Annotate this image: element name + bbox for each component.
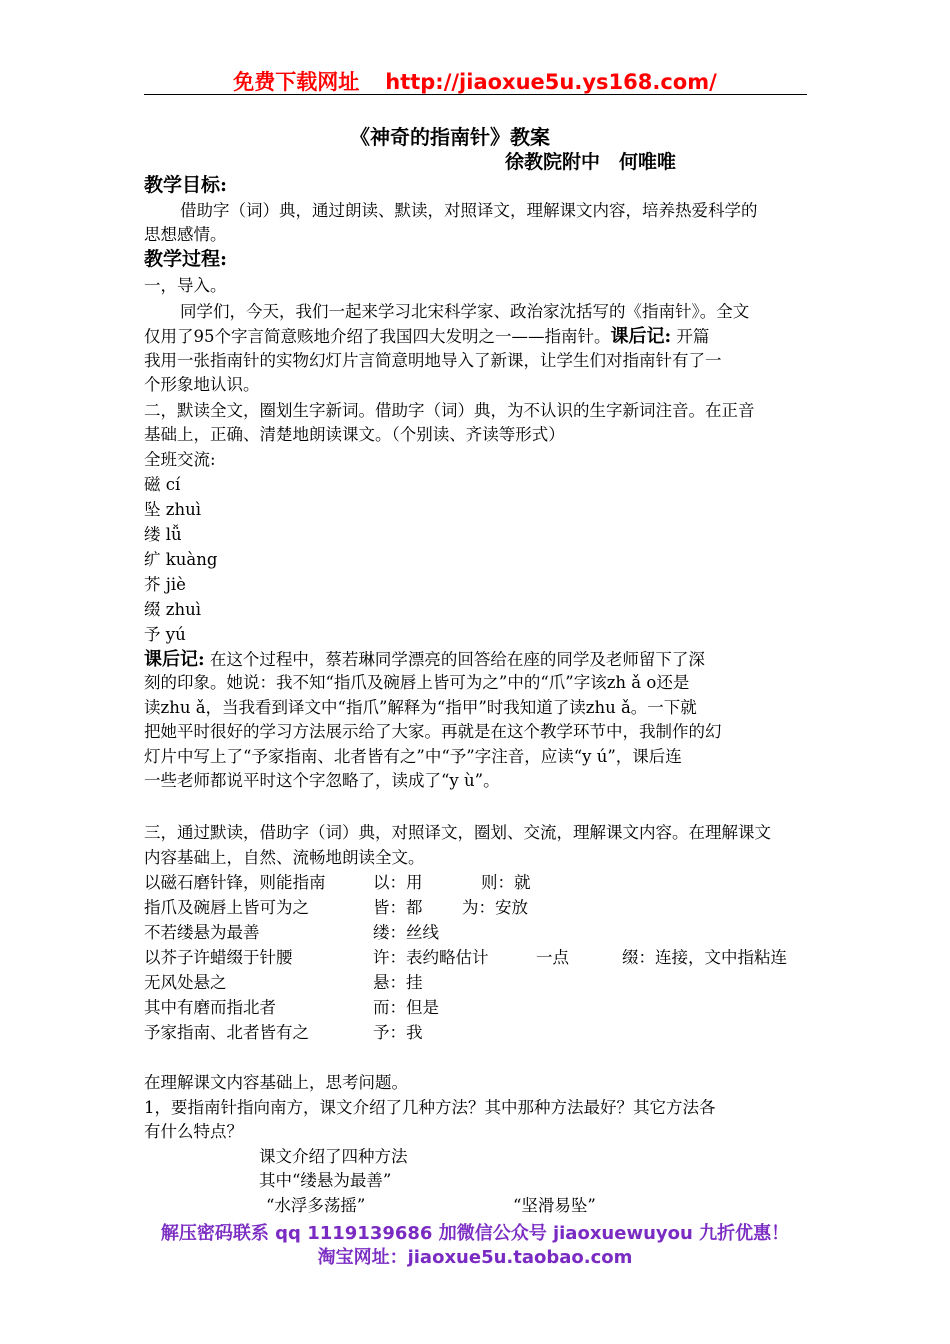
question-1-line-2: 有什么特点？ (144, 1122, 243, 1141)
char-item: 磁 cí (144, 475, 181, 494)
step1-line-2a: 仅用了95个字言简意赅地介绍了我国四大发明之一——指南针。 (144, 327, 611, 346)
step2-note-line-2: 刻的印象。她说：我不知“指爪及碗唇上皆可为之”中的“爪”字该zh ǎ o还是 (144, 673, 690, 692)
process-heading: 教学过程: (144, 248, 228, 270)
vocab-sentence: 指爪及碗唇上皆可为之 (144, 898, 309, 917)
step1-line-3: 我用一张指南针的实物幻灯片言简意明地导入了新课，让学生们对指南针有了一 (144, 351, 722, 370)
char-item: 予 yú (144, 625, 186, 644)
vocab-sentence: 予家指南、北者皆有之 (144, 1023, 309, 1042)
objectives-heading: 教学目标: (144, 174, 228, 196)
answer-line-2: 其中“缕悬为最善” (259, 1171, 392, 1190)
footer-contact: 解压密码联系 qq 1119139686 加微信公众号 jiaoxuewuyou 九折优惠！ (160, 1223, 790, 1244)
objectives-line-1: 借助字（词）典，通过朗读、默读，对照译文，理解课文内容，培养热爱科学的 (180, 201, 758, 220)
header-url[interactable]: http://jiaoxue5u.ys168.com/ (385, 70, 717, 94)
header-label: 免费下载网址 (233, 70, 360, 94)
step1-line-1: 同学们，今天，我们一起来学习北宋科学家、政治家沈括写的《指南针》。全文 (180, 302, 750, 321)
step2-note-label: 课后记: (144, 649, 205, 670)
vocab-sentence: 无风处悬之 (144, 973, 227, 992)
answer-line-3a: “水浮多荡摇” (266, 1196, 366, 1215)
vocab-gloss: 许：表约略估计 (373, 948, 489, 967)
step1-note-label: 课后记: (610, 326, 672, 347)
vocab-gloss: 而：但是 (373, 998, 439, 1017)
document-title: 《神奇的指南针》教案 (350, 125, 550, 149)
vocab-sentence: 不若缕悬为最善 (144, 923, 260, 942)
objectives-line-2: 思想感情。 (144, 225, 227, 244)
vocab-gloss: 为：安放 (462, 898, 528, 917)
char-item: 纩 kuàng (144, 550, 218, 569)
step2-line-1: 二，默读全文，圈划生字新词。借助字（词）典，为不认识的生字新词注音。在正音 (144, 401, 755, 420)
vocab-gloss: 缕：丝线 (373, 923, 439, 942)
step2-note-line-1: 课后记: 在这个过程中，蔡若琳同学漂亮的回答给在座的同学及老师留下了深 (144, 649, 705, 670)
step2-note-line-3: 读zhu ǎ，当我看到译文中“指爪”解释为“指甲”时我知道了读zhu ǎ。一下就 (144, 698, 697, 717)
step1-line-2 (144, 322, 709, 348)
vocab-gloss: 悬：挂 (373, 973, 423, 992)
vocab-gloss: 皆：都 (373, 898, 423, 917)
vocab-sentence: 其中有磨而指北者 (144, 998, 276, 1017)
step3-line-2: 内容基础上，自然、流畅地朗读全文。 (144, 848, 425, 867)
question-1-line-1: 1，要指南针指向南方，课文介绍了几种方法？其中那种方法最好？其它方法各 (144, 1098, 716, 1117)
vocab-gloss: 以：用 (373, 873, 423, 892)
char-item: 缀 zhuì (144, 600, 201, 619)
step1-title: 一，导入。 (144, 276, 227, 295)
step3-think: 在理解课文内容基础上，思考问题。 (144, 1073, 408, 1092)
vocab-gloss: 缀：连接，文中指粘连 (622, 948, 787, 967)
step2-exchange: 全班交流: (144, 450, 216, 469)
vocab-sentence: 以磁石磨针锋，则能指南 (144, 873, 326, 892)
char-item: 芥 jiè (144, 575, 186, 594)
step2-note-line-5: 灯片中写上了“予家指南、北者皆有之”中“予”字注音，应读“y ú”，课后连 (144, 747, 682, 766)
step3-line-1: 三，通过默读，借助字（词）典，对照译文，圈划、交流，理解课文内容。在理解课文 (144, 823, 771, 842)
vocab-gloss: 予：我 (373, 1023, 423, 1042)
step1-line-2b: 开篇 (676, 327, 710, 346)
header-download-link[interactable] (0, 66, 950, 96)
vocab-gloss: 则：就 (481, 873, 531, 892)
answer-line-3b: “坚滑易坠” (513, 1196, 596, 1215)
step2-note-line-6: 一些老师都说平时这个字忽略了，读成了“y ù”。 (144, 771, 500, 790)
char-item: 坠 zhuì (144, 500, 201, 519)
document-author: 徐教院附中 何唯唯 (505, 151, 677, 173)
header-divider (144, 94, 807, 95)
step2-note-line-4: 把她平时很好的学习方法展示给了大家。再就是在这个教学环节中，我制作的幻 (144, 722, 722, 741)
step2-line-2: 基础上，正确、清楚地朗读课文。（个别读、齐读等形式） (144, 425, 565, 444)
vocab-gloss: 一点 (536, 948, 569, 967)
char-item: 缕 lǚ (144, 525, 182, 544)
step1-line-4: 个形象地认识。 (144, 375, 260, 394)
vocab-sentence: 以芥子许蜡缀于针腰 (144, 948, 293, 967)
answer-line-1: 课文介绍了四种方法 (259, 1147, 408, 1166)
footer-taobao-link[interactable]: 淘宝网址：jiaoxue5u.taobao.com (317, 1247, 633, 1268)
